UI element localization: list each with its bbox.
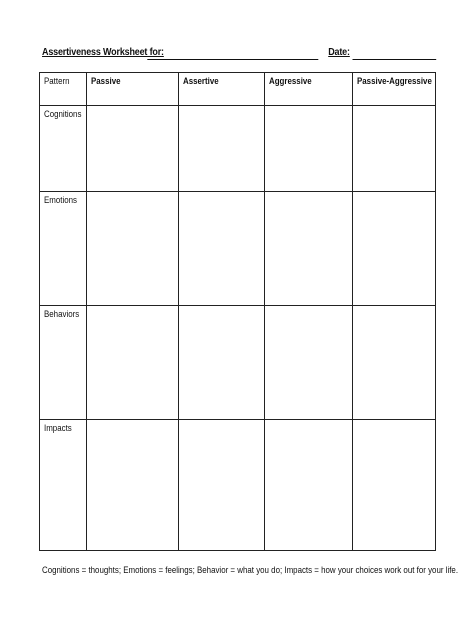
column-header-aggressive: Aggressive [265, 73, 353, 106]
cell-cognitions-aggressive[interactable] [265, 106, 353, 192]
cell-behaviors-passive-aggressive[interactable] [353, 306, 436, 420]
cell-impacts-assertive[interactable] [179, 420, 265, 551]
cell-behaviors-aggressive[interactable] [265, 306, 353, 420]
row-label-impacts: Impacts [40, 420, 87, 551]
row-label-behaviors: Behaviors [40, 306, 87, 420]
table-row-emotions [40, 192, 436, 306]
name-entry-line[interactable] [147, 59, 318, 60]
date-entry-line[interactable] [353, 59, 437, 60]
cell-behaviors-passive[interactable] [87, 306, 179, 420]
cell-impacts-aggressive[interactable] [265, 420, 353, 551]
table-row-cognitions [40, 106, 436, 192]
table-header-row [40, 73, 436, 106]
cell-cognitions-passive-aggressive[interactable] [353, 106, 436, 192]
column-header-passive: Passive [87, 73, 179, 106]
date-label: Date: [328, 47, 350, 58]
cell-impacts-passive-aggressive[interactable] [353, 420, 436, 551]
column-header-pattern: Pattern [40, 73, 87, 106]
cell-impacts-passive[interactable] [87, 420, 179, 551]
footer-definitions-note: Cognitions = thoughts; Emotions = feelings; Behavior = what you do; Impacts = how your choices work out for your life. [42, 565, 459, 575]
cell-emotions-aggressive[interactable] [265, 192, 353, 306]
cell-cognitions-assertive[interactable] [179, 106, 265, 192]
cell-cognitions-passive[interactable] [87, 106, 179, 192]
table-row-impacts [40, 420, 436, 551]
worksheet-header [42, 47, 395, 63]
cell-emotions-passive[interactable] [87, 192, 179, 306]
table-row-behaviors [40, 306, 436, 420]
cell-emotions-passive-aggressive[interactable] [353, 192, 436, 306]
column-header-passive-aggressive: Passive-Aggressive [353, 73, 436, 106]
cell-behaviors-assertive[interactable] [179, 306, 265, 420]
column-header-assertive: Assertive [179, 73, 265, 106]
assertiveness-table [39, 72, 436, 551]
row-label-cognitions: Cognitions [40, 106, 87, 192]
cell-emotions-assertive[interactable] [179, 192, 265, 306]
worksheet-title-label: Assertiveness Worksheet for: [42, 47, 164, 58]
row-label-emotions: Emotions [40, 192, 87, 306]
